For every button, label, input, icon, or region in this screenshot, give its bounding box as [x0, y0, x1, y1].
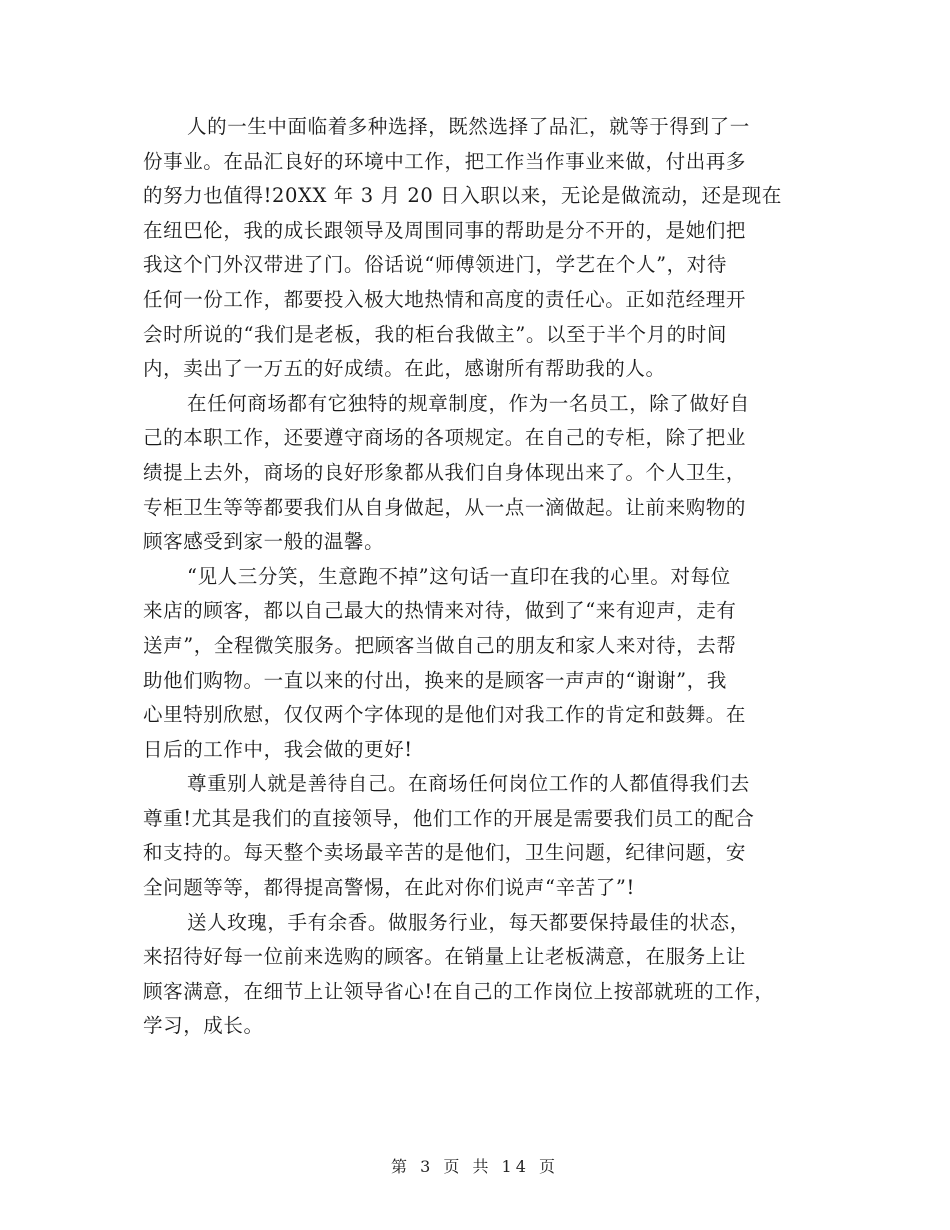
text-line: 内，卖出了一万五的好成绩。在此，感谢所有帮助我的人。: [143, 357, 666, 381]
document-body: [143, 110, 803, 1044]
text-line: 我这个门外汉带进了门。俗话说“师傅领进门，学艺在个人”，对待: [143, 253, 727, 277]
text-line: 的努力也值得!20XX 年 3 月 20 日入职以来，无论是做流动，还是现在: [143, 184, 782, 208]
text-line: 份事业。在品汇良好的环境中工作，把工作当作事业来做，付出再多: [143, 149, 747, 173]
text-line: 送声”，全程微笑服务。把顾客当做自己的朋友和家人来对待，去帮: [143, 633, 737, 657]
text-line: 顾客满意，在细节上让领导省心!在自己的工作岗位上按部就班的工作，: [143, 979, 775, 1003]
text-line: 送人玫瑰，手有余香。做服务行业，每天都要保持最佳的状态，: [187, 910, 750, 934]
text-line: 任何一份工作，都要投入极大地热情和高度的责任心。正如范经理开: [143, 287, 747, 311]
text-line: 学习，成长。: [143, 1014, 264, 1038]
text-line: 会时所说的“我们是老板，我的柜台我做主”。以至于半个月的时间: [143, 322, 727, 346]
text-line: 己的本职工作，还要遵守商场的各项规定。在自己的专柜，除了把业: [143, 426, 747, 450]
text-line: 助他们购物。一直以来的付出，换来的是顾客一声声的“谢谢”，我: [143, 668, 727, 692]
text-line: “见人三分笑，生意跑不掉”这句话一直印在我的心里。对每位: [187, 564, 731, 588]
text-line: 尊重!尤其是我们的直接领导，他们工作的开展是需要我们员工的配合: [143, 806, 755, 830]
text-line: 专柜卫生等等都要我们从自身做起，从一点一滴做起。让前来购物的: [143, 495, 747, 519]
text-line: 绩提上去外，商场的良好形象都从我们自身体现出来了。个人卫生，: [143, 460, 747, 484]
text-line: 日后的工作中，我会做的更好!: [143, 737, 413, 761]
text-line: 在纽巴伦，我的成长跟领导及周围同事的帮助是分不开的，是她们把: [143, 218, 747, 242]
text-line: 在任何商场都有它独特的规章制度，作为一名员工，除了做好自: [187, 391, 750, 415]
text-line: 来招待好每一位前来选购的顾客。在销量上让老板满意，在服务上让: [143, 945, 747, 969]
text-line: 心里特别欣慰，仅仅两个字体现的是他们对我工作的肯定和鼓舞。在: [143, 703, 747, 727]
text-line: 和支持的。每天整个卖场最辛苦的是他们，卫生问题，纪律问题，安: [143, 841, 747, 865]
text-line: 全问题等等，都得提高警惕，在此对你们说声“辛苦了”!: [143, 876, 635, 900]
text-line: 来店的顾客，都以自己最大的热情来对待，做到了“来有迎声，走有: [143, 599, 737, 623]
text-line: 人的一生中面临着多种选择，既然选择了品汇，就等于得到了一: [187, 115, 750, 138]
page-number-footer: 第 3 页 共 14 页: [391, 1157, 559, 1176]
text-line: 尊重别人就是善待自己。在商场任何岗位工作的人都值得我们去: [187, 772, 750, 796]
text-line: 顾客感受到家一般的温馨。: [143, 530, 385, 554]
